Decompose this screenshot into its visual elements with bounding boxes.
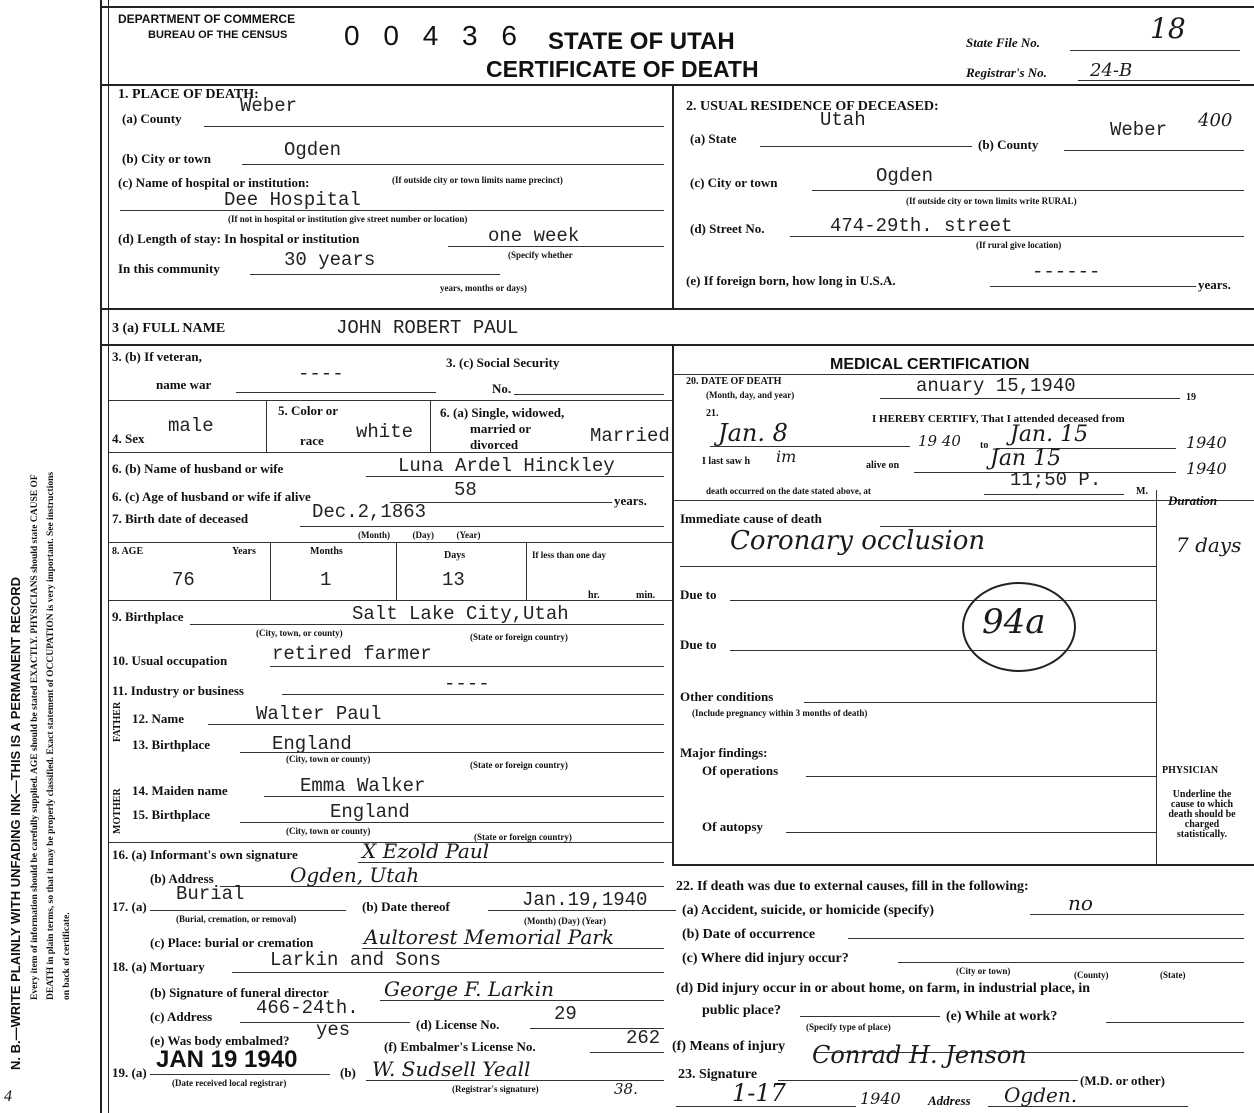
embalmer-value: 262 (626, 1027, 661, 1049)
industry-label: 11. Industry or business (112, 683, 244, 698)
informant-sig-label: 16. (a) Informant's own signature (112, 847, 298, 862)
instructions-line-1: Every item of information should be carefully supplied. AGE should be stated EXACTLY. PHYSICIANS should state CAUSE OF (30, 474, 40, 1000)
death-time-line (984, 494, 1124, 495)
informant-signature: X Ezold Paul (362, 839, 490, 863)
license-value: 29 (554, 1003, 577, 1025)
industry-line (282, 694, 664, 695)
age-col-3 (526, 542, 527, 600)
death-date-label: 20. DATE OF DEATH (686, 376, 782, 387)
death-date-line (880, 398, 1180, 399)
father-side-label: FATHER (112, 701, 123, 742)
death-time-tail: M. (1136, 486, 1148, 497)
full-name-value: JOHN ROBERT PAUL (336, 317, 519, 339)
marital-value: Married (590, 425, 670, 447)
res-city-note: (If outside city or town limits write RURAL) (906, 196, 1077, 206)
veteran-war-label: name war (156, 377, 212, 392)
cert-date: 1-17 (732, 1079, 786, 1107)
external-e-label: (e) While at work? (946, 1009, 1058, 1024)
occupation-line (270, 666, 664, 667)
spouse-age-label: 6. (c) Age of husband or wife if alive (112, 489, 311, 504)
pod-stay-line (448, 246, 664, 247)
frame-top (100, 6, 1254, 8)
pod-county-label: (a) County (122, 111, 182, 126)
other-conditions-line (804, 702, 1156, 703)
veteran-line (236, 392, 436, 393)
external-d-note: (Specify type of place) (806, 1022, 891, 1032)
birthplace-note-1: (City, town, or county) (256, 628, 343, 638)
certificate-serial-stamp: 0 0 4 3 6 (344, 20, 525, 51)
res-state-value: Utah (820, 109, 866, 131)
state-file-label: State File No. (966, 35, 1041, 50)
attended-to-label: to (980, 440, 989, 451)
physician-label: PHYSICIAN (1162, 765, 1219, 776)
embalmer-line (590, 1052, 664, 1053)
embalmed-label: (e) Was body embalmed? (150, 1033, 290, 1048)
birthplace-line (190, 624, 664, 625)
department-label: DEPARTMENT OF COMMERCE (118, 12, 296, 26)
age-col-1 (270, 542, 271, 600)
medical-heading: MEDICAL CERTIFICATION (830, 356, 1030, 373)
marital-label-3: divorced (470, 437, 519, 452)
pod-hospital-label: (c) Name of hospital or institution: (118, 175, 310, 190)
burial-date-label: (b) Date thereof (362, 899, 450, 914)
occupation-value: retired farmer (272, 643, 432, 665)
registrar-sig-note: (Registrar's signature) (452, 1084, 539, 1094)
divider-birthplace (108, 600, 672, 601)
res-foreign-label: (e) If foreign born, how long in U.S.A. (686, 273, 896, 288)
state-file-number: 18 (1150, 12, 1186, 45)
father-bp-value: England (272, 733, 352, 755)
duration-label: Duration (1168, 493, 1218, 508)
external-a-value: no (1068, 891, 1093, 915)
physician-address: Ogden. (1004, 1083, 1078, 1107)
burial-place-label: (c) Place: burial or cremation (150, 935, 314, 950)
father-bp-note-1: (City, town or county) (286, 754, 371, 764)
immediate-cause-label: Immediate cause of death (680, 511, 822, 526)
registrar-sig-mark: 38. (614, 1080, 638, 1098)
mother-bp-label: 15. Birthplace (132, 807, 210, 822)
marital-label-2: married or (470, 421, 532, 436)
burial-label: 17. (a) (112, 899, 147, 914)
frame-left (100, 0, 102, 1113)
operations-label: Of operations (702, 763, 779, 778)
divider-external (672, 864, 1254, 866)
certificate-title: CERTIFICATE OF DEATH (486, 56, 759, 82)
header-divider (100, 84, 1254, 86)
death-date-tail: 19 (1186, 392, 1196, 403)
state-file-line (1070, 50, 1240, 51)
age-hr-label: hr. (588, 590, 600, 601)
veteran-label: 3. (b) If veteran, (112, 349, 202, 364)
res-state-line (760, 146, 972, 147)
external-a-line (1030, 914, 1244, 915)
physician-sig-line (778, 1080, 1078, 1081)
res-street-note: (If rural give location) (976, 240, 1062, 250)
mother-bp-line (240, 822, 664, 823)
age-col-2 (396, 542, 397, 600)
external-c-note-1: (City or town) (956, 966, 1011, 976)
attended-to: Jan. 15 (1010, 422, 1089, 447)
mortuary-label: 18. (a) Mortuary (112, 959, 205, 974)
res-foreign-value: ------ (1032, 261, 1101, 283)
section-divider-1-2 (672, 84, 674, 308)
father-name-value: Walter Paul (256, 703, 382, 725)
age-days-value: 13 (442, 569, 465, 591)
mother-bp-value: England (330, 801, 410, 823)
major-findings-label: Major findings: (680, 745, 768, 760)
pod-stay-value: one week (488, 225, 580, 247)
permanent-record-notice: N. B.—WRITE PLAINLY WITH UNFADING INK—THIS IS A PERMANENT RECORD (8, 576, 23, 1070)
license-label: (d) License No. (416, 1017, 500, 1032)
ssn-label: 3. (c) Social Security (446, 355, 560, 370)
registrar-signature: W. Sudsell Yeall (372, 1057, 531, 1081)
cause-code-stamp (962, 582, 1076, 672)
attend-number: 21. (706, 408, 719, 419)
mother-name-label: 14. Maiden name (132, 783, 228, 798)
spouse-age-value: 58 (454, 479, 477, 501)
pod-hospital-note2: (If not in hospital or institution give street number or location) (228, 214, 468, 224)
burial-type-line (150, 910, 346, 911)
registrar-number: 24-B (1090, 60, 1133, 81)
pod-city-label: (b) City or town (122, 151, 211, 166)
other-conditions-note: (Include pregnancy within 3 months of death) (692, 708, 868, 718)
industry-value: ---- (444, 673, 490, 695)
sex-label: 4. Sex (112, 431, 145, 446)
birth-date-value: Dec.2,1863 (312, 501, 427, 523)
physician-address-line (988, 1106, 1188, 1107)
death-date-value: anuary 15,1940 (916, 375, 1076, 397)
instructions-line-2: DEATH in plain terms, so that it may be properly classified. Exact statement of OCCUPATION is very important. See instructions (46, 471, 56, 1000)
mortuary-address-label: (c) Address (150, 1009, 213, 1024)
physician-signature: Conrad H. Jenson (812, 1041, 1027, 1069)
cause-code: 94a (982, 602, 1046, 642)
res-county-line (1064, 150, 1244, 151)
autopsy-label: Of autopsy (702, 819, 764, 834)
mother-bp-note-2: (State or foreign country) (474, 832, 572, 842)
external-c-note-2: (County) (1074, 970, 1109, 980)
pod-hospital-note: (If outside city or town limits name precinct) (392, 175, 563, 185)
physician-address-label: Address (928, 1093, 971, 1108)
duration-divider (1156, 490, 1157, 864)
other-conditions-label: Other conditions (680, 689, 774, 704)
due-to-2-label: Due to (680, 637, 717, 652)
age-months-label: Months (310, 546, 343, 557)
duration-top-line (672, 500, 1254, 501)
res-state-label: (a) State (690, 131, 737, 146)
mother-bp-note-1: (City, town or county) (286, 826, 371, 836)
registrar-date-line (150, 1074, 330, 1075)
res-city-line (812, 190, 1244, 191)
residence-heading: 2. USUAL RESIDENCE OF DECEASED: (686, 99, 939, 114)
birth-date-label: 7. Birth date of deceased (112, 511, 249, 526)
due-to-2-line (730, 650, 1156, 651)
immediate-cause-line-2 (680, 566, 1156, 567)
last-saw-label: I last saw h (702, 456, 751, 467)
sex-color-divider (266, 400, 267, 452)
burial-place: Aultorest Memorial Park (364, 925, 614, 949)
instructions-line-3: on back of certificate. (62, 912, 72, 1000)
father-name-line (208, 724, 664, 725)
due-to-1-label: Due to (680, 587, 717, 602)
registrar-b-label: (b) (340, 1065, 356, 1080)
registrar-date-stamp: JAN 19 1940 (156, 1046, 298, 1073)
attended-to-year: 1940 (1186, 433, 1227, 452)
external-d-label: (d) Did injury occur in or about home, on farm, in industrial place, in (676, 981, 1091, 996)
full-name-label: 3 (a) FULL NAME (112, 321, 226, 336)
res-county-label: (b) County (978, 137, 1039, 152)
veteran-war-value: ---- (298, 363, 344, 385)
divider-sex (108, 400, 672, 401)
informant-address: Ogden, Utah (290, 863, 420, 887)
attended-from-line (710, 446, 910, 447)
spouse-label: 6. (b) Name of husband or wife (112, 461, 284, 476)
pod-community-note: years, months or days) (440, 283, 527, 293)
ssn-no-label: No. (492, 381, 512, 396)
last-saw-him: im (776, 447, 797, 466)
registrar-date-note: (Date received local registrar) (172, 1078, 287, 1088)
res-street-line (790, 236, 1244, 237)
occupation-label: 10. Usual occupation (112, 653, 228, 668)
mortuary-value: Larkin and Sons (270, 949, 442, 971)
res-street-value: 474-29th. street (830, 215, 1013, 237)
pod-stay-note: (Specify whether (508, 250, 573, 260)
informant-address-label: (b) Address (150, 871, 214, 886)
attended-from-year: 19 40 (918, 432, 961, 450)
external-c-label: (c) Where did injury occur? (682, 951, 849, 966)
burial-type-note: (Burial, cremation, or removal) (176, 914, 297, 924)
birthplace-value: Salt Lake City,Utah (352, 603, 569, 625)
age-months-value: 1 (320, 569, 332, 591)
divider-age (108, 542, 672, 543)
burial-date: Jan.19,1940 (522, 889, 648, 911)
pod-community-line (250, 274, 500, 275)
burial-date-line (488, 910, 676, 911)
color-value: white (356, 421, 414, 443)
color-label: 5. Color or (278, 403, 339, 418)
director-signature: George F. Larkin (384, 977, 555, 1001)
death-date-note: (Month, day, and year) (706, 390, 795, 400)
external-a-label: (a) Accident, suicide, or homicide (specify) (682, 903, 935, 918)
spouse-line (366, 476, 664, 477)
divider-after-name (100, 344, 1254, 346)
alive-on-value: Jan 15 (990, 446, 1062, 471)
divider-before-name (100, 308, 1254, 310)
mortuary-address: 466-24th. (256, 997, 359, 1019)
color-marital-divider (430, 400, 431, 452)
pod-community-label: In this community (118, 261, 220, 276)
due-to-1-line (730, 600, 1156, 601)
pod-community-value: 30 years (284, 249, 376, 271)
external-b-line (848, 938, 1244, 939)
cert-year: 1940 (860, 1089, 901, 1108)
external-c-note-3: (State) (1160, 970, 1186, 980)
father-bp-line (240, 752, 664, 753)
pod-stay-label: (d) Length of stay: In hospital or institution (118, 231, 360, 246)
immediate-duration-value: 7 days (1176, 533, 1242, 557)
birth-date-line (300, 526, 664, 527)
external-b-label: (b) Date of occurrence (682, 927, 816, 942)
registrar-line (1078, 80, 1240, 81)
margin-number: 4 (4, 1088, 12, 1105)
certify-statement: I HEREBY CERTIFY, That I attended deceased from (872, 413, 1125, 425)
mother-name-line (264, 796, 664, 797)
ssn-line (514, 394, 664, 395)
operations-line (806, 776, 1156, 777)
place-of-death-heading: 1. PLACE OF DEATH: (118, 87, 259, 102)
director-line (380, 1000, 664, 1001)
external-d-line (800, 1016, 940, 1017)
occurred-label: death occurred on the date stated above, at (706, 486, 871, 496)
res-city-value: Ogden (876, 165, 934, 187)
birthplace-note-2: (State or foreign country) (470, 632, 568, 642)
director-label: (b) Signature of funeral director (150, 985, 329, 1000)
immediate-cause-value: Coronary occlusion (730, 526, 986, 556)
burial-date-note: (Month) (Day) (Year) (524, 916, 606, 926)
pod-county-line (204, 126, 664, 127)
age-years-value: 76 (172, 569, 195, 591)
physician-sig-label: 23. Signature (678, 1067, 758, 1082)
death-time: 11;50 P. (1010, 469, 1102, 491)
physician-sig-suffix: (M.D. or other) (1080, 1073, 1165, 1088)
pod-hospital-line (120, 210, 664, 211)
external-f-label: (f) Means of injury (672, 1039, 786, 1054)
state-title: STATE OF UTAH (548, 28, 735, 55)
attended-from: Jan. 8 (718, 419, 788, 447)
alive-on-year: 1940 (1186, 459, 1227, 478)
spouse-age-unit: years. (614, 493, 647, 508)
father-bp-note-2: (State or foreign country) (470, 760, 568, 770)
external-heading: 22. If death was due to external causes, fill in the following: (676, 879, 1029, 894)
age-years-label: Years (232, 546, 256, 557)
res-street-label: (d) Street No. (690, 221, 765, 236)
age-less-label: If less than one day (532, 550, 607, 560)
birth-date-note: (Month) (Day) (Year) (358, 530, 481, 540)
res-foreign-line (990, 286, 1196, 287)
divider-spouse (108, 452, 672, 453)
res-county-value: Weber (1110, 119, 1168, 141)
birthplace-label: 9. Birthplace (112, 609, 184, 624)
main-column-divider (672, 344, 674, 866)
res-city-label: (c) City or town (690, 175, 778, 190)
pod-county-value: Weber (240, 95, 298, 117)
pod-city-line (242, 164, 664, 165)
bureau-label: BUREAU OF THE CENSUS (148, 29, 288, 41)
external-d-label-2: public place? (702, 1003, 781, 1018)
registrar-no-label: Registrar's No. (966, 65, 1047, 80)
spouse-value: Luna Ardel Hinckley (398, 455, 615, 477)
age-label: 8. AGE (112, 546, 144, 557)
father-bp-label: 13. Birthplace (132, 737, 210, 752)
pod-hospital-value: Dee Hospital (224, 189, 361, 211)
age-min-label: min. (636, 590, 656, 601)
burial-type: Burial (176, 883, 245, 905)
marital-label: 6. (a) Single, widowed, (440, 405, 565, 420)
pod-city-value: Ogden (284, 139, 342, 161)
res-foreign-unit: years. (1198, 277, 1231, 292)
registrar-label: 19. (a) (112, 1065, 147, 1080)
res-county-mark: 400 (1198, 110, 1233, 131)
external-c-line (898, 962, 1244, 963)
age-days-label: Days (444, 550, 466, 561)
father-name-label: 12. Name (132, 711, 184, 726)
mortuary-line (232, 972, 664, 973)
mother-side-label: MOTHER (112, 788, 123, 834)
external-e-line (1106, 1022, 1244, 1023)
alive-on-label: alive on (866, 460, 900, 471)
physician-note: Underline the cause to which death should be charged statistically. (1168, 789, 1236, 840)
autopsy-line (786, 832, 1156, 833)
frame-left-inner (108, 0, 109, 1113)
cert-date-line (676, 1106, 856, 1107)
embalmed-value: yes (316, 1019, 351, 1041)
mother-name-value: Emma Walker (300, 775, 426, 797)
embalmer-label: (f) Embalmer's License No. (384, 1039, 536, 1054)
informant-address-line (220, 886, 664, 887)
sex-value: male (168, 415, 214, 437)
race-label: race (300, 433, 324, 448)
